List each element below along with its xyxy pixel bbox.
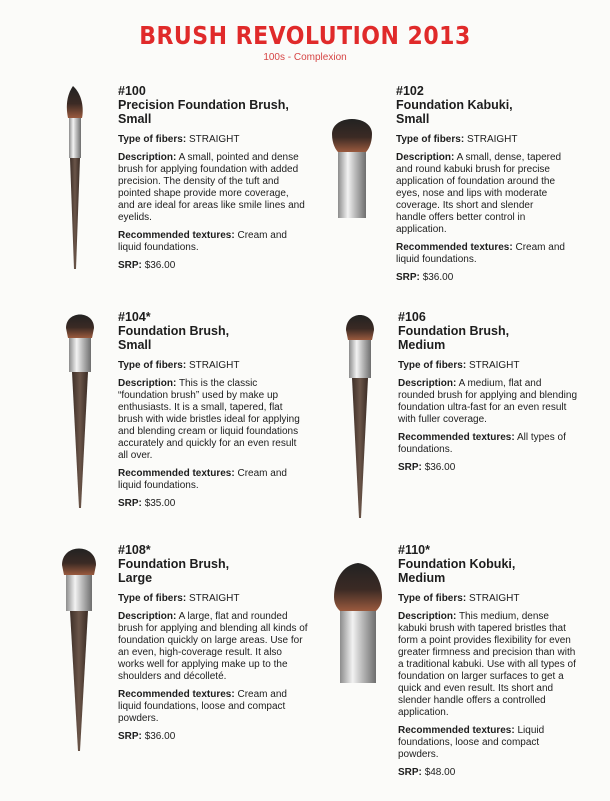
product-108-details — [118, 543, 308, 749]
product-name: #100 Precision Foundation Brush, Small — [118, 84, 289, 126]
product-100-details — [118, 84, 308, 278]
fibers-line: Type of fibers: STRAIGHT — [398, 360, 520, 371]
fibers-line: Type of fibers: STRAIGHT — [118, 593, 240, 604]
page-header — [0, 24, 610, 63]
description-line: Description: This medium, dense kabuki brush with tapered bristles that form a point provides flexibility for even greater firmness and precision than with a traditional kabuki. Use with all types of foundation on larger surfaces to get a quick and even result. Its short and slender handle offers a controlled application. — [398, 611, 576, 718]
product-100 — [60, 84, 360, 324]
product-108 — [58, 543, 358, 783]
brush-102-image — [328, 108, 378, 228]
textures-line: Recommended textures: Cream and liquid foundations. — [118, 230, 287, 253]
fibers-line: Type of fibers: STRAIGHT — [118, 360, 240, 371]
brush-106-image — [340, 310, 380, 520]
textures-line: Recommended textures: Cream and liquid foundations. — [396, 242, 565, 265]
brush-110-image — [330, 561, 386, 691]
srp-line: SRP: $36.00 — [396, 272, 454, 283]
brush-108-image — [58, 543, 102, 753]
description-line: Description: A small, pointed and dense brush for applying foundation with added precision. The density of the tuft and pointed shape provide more coverage, and are ideal for areas like smile lines and eyelids. — [118, 152, 305, 223]
fibers-line: Type of fibers: STRAIGHT — [396, 134, 518, 145]
product-106-details — [398, 310, 578, 480]
page-subtitle: 100s - Complexion — [263, 52, 347, 63]
product-104 — [60, 310, 360, 550]
fibers-line: Type of fibers: STRAIGHT — [118, 134, 240, 145]
product-110-details — [398, 543, 580, 785]
product-102-details — [396, 84, 566, 290]
textures-line: Recommended textures: Cream and liquid foundations, loose and compact powders. — [118, 689, 287, 724]
page-title: BRUSH REVOLUTION 2013 — [139, 22, 471, 51]
textures-line: Recommended textures: Cream and liquid foundations. — [118, 468, 287, 491]
srp-line: SRP: $36.00 — [398, 462, 456, 473]
description-line: Description: A medium, flat and rounded brush for applying and blending foundation ultra-fast for an even result with fuller coverage. — [398, 378, 578, 425]
product-name: #106 Foundation Brush, Medium — [398, 310, 510, 352]
product-104-details — [118, 310, 308, 516]
fibers-line: Type of fibers: STRAIGHT — [398, 593, 520, 604]
product-name: #102 Foundation Kabuki, Small — [396, 84, 513, 126]
brush-104-image — [60, 310, 100, 510]
product-name: #108* Foundation Brush, Large — [118, 543, 230, 585]
description-line: Description: A small, dense, tapered and round kabuki brush for precise application of foundation around the eyes, nose and lips with moderate coverage. Its short and slender handle offers better control in application. — [396, 152, 562, 235]
product-102 — [328, 84, 610, 324]
product-106 — [340, 310, 610, 550]
description-line: Description: A large, flat and rounded brush for applying and blending all kinds of foundation quickly on large areas. Use for an even, high-coverage result. It also works well for applying make up to the shoulders and décolleté. — [118, 611, 308, 682]
product-110 — [330, 543, 610, 783]
brush-100-image — [60, 84, 100, 274]
product-name: #104* Foundation Brush, Small — [118, 310, 230, 352]
srp-line: SRP: $35.00 — [118, 498, 176, 509]
srp-line: SRP: $48.00 — [398, 767, 456, 778]
srp-line: SRP: $36.00 — [118, 731, 176, 742]
product-name: #110* Foundation Kobuki, Medium — [398, 543, 516, 585]
textures-line: Recommended textures: All types of foundations. — [398, 432, 566, 455]
srp-line: SRP: $36.00 — [118, 260, 176, 271]
description-line: Description: This is the classic “foundation brush” used by make up enthusiasts. It is a small, tapered, flat brush with wide bristles ideal for applying and blending cream or liquid foundations accurately and quickly for an even result all over. — [118, 378, 300, 461]
textures-line: Recommended textures: Liquid foundations, loose and compact powders. — [398, 725, 545, 760]
